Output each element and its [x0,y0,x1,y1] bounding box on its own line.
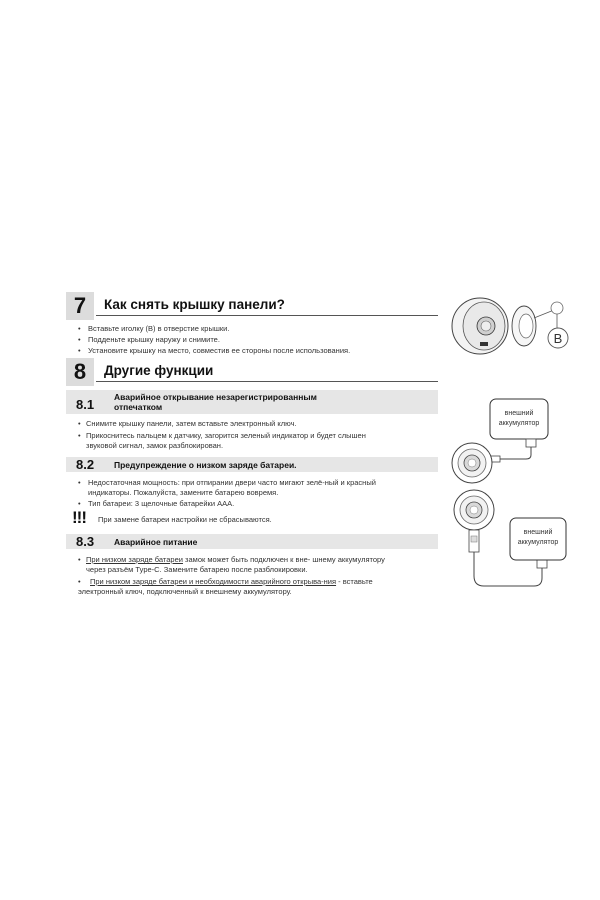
section-8-1-number: 8.1 [76,397,95,412]
external-battery-illustration-top [450,395,560,495]
section-7-bullet-1: Вставьте иголку (В) в отверстие крышки. [88,324,230,333]
section-7-rule [96,315,438,316]
section-8-3-bullet-1-underlined: При низком заряде батареи [86,555,183,564]
section-7-title: Как снять крышку панели? [104,297,285,312]
external-battery-illustration-bottom [448,488,573,598]
battery-top-label-2: аккумулятор [498,420,540,427]
battery-bottom-label-2: аккумулятор [517,539,559,546]
section-8-1-bullet-1: Снимите крышку панели, затем вставьте электронный ключ. [86,419,297,428]
section-8-3-bullet-1-line-1 [86,555,385,565]
battery-top-label-1: внешний [504,410,534,417]
bullet-dot: • [78,335,81,344]
section-8-3-bullet-1-rest: замок может быть подключен к вне- шнему аккумулятору [182,555,385,564]
bullet-dot: • [78,431,81,440]
section-8-3-title: Аварийное питание [114,537,198,547]
bullet-dot: • [78,499,81,508]
section-8-3-bullet-2-rest: - вставьте [336,577,373,586]
section-8-3-bullet-2-underlined: При низком заряде батареи и необходимости аварийного открыва-ния [90,577,337,586]
section-8-2-bullet-1-line-1: Недостаточная мощность: при отпирании двери часто мигают зелё-ный и красный [88,478,376,487]
section-8-1-title-line-2: отпечатком [114,402,163,412]
bullet-dot: • [78,324,81,333]
section-8-1-bullet-2-line-2: звуковой сигнал, замок разблокирован. [86,441,224,450]
section-8-1-title-line-1: Аварийное открывание незарегистрированным [114,392,317,402]
section-8-1-bullet-2-line-1: Прикоснитесь пальцем к датчику, загорится зеленый индикатор и будет слышен [86,431,366,440]
section-8-number: 8 [66,358,94,386]
bullet-dot: • [78,419,81,428]
bullet-dot: • [78,577,81,586]
section-8-title: Другие функции [104,363,214,378]
section-7-number: 7 [66,292,94,320]
section-8-2-warning-text: При замене батареи настройки не сбрасываются. [98,515,272,524]
bullet-dot: • [78,555,81,564]
warning-icon: !!! [72,508,86,527]
section-8-2-number: 8.2 [76,457,95,472]
section-8-3-bullet-2-line-2: электронный ключ, подключенный к внешнему аккумулятору. [78,587,292,596]
bullet-dot: • [78,346,81,355]
section-8-3-bullet-1-line-2: через разъём Type-C. Замените батарею после разблокировки. [86,565,308,574]
section-8-3-bullet-2-line-1 [90,577,373,587]
panel-cover-illustration [446,294,576,358]
section-7-bullet-3: Установите крышку на место, совместив ее стороны после использования. [88,346,351,355]
section-7-bullet-2: Подденьте крышку наружу и снимите. [88,335,220,344]
label-b: B [553,331,563,346]
section-8-rule [96,381,438,382]
section-8-3-number: 8.3 [76,534,95,549]
section-8-2-bullet-1-line-2: индикаторы. Пожалуйста, замените батарею вовремя. [88,488,279,497]
section-8-2-bullet-2: Тип батареи: 3 щелочные батарейки ААА. [88,499,235,508]
battery-bottom-label-1: внешний [523,529,553,536]
section-8-2-title: Предупреждение о низком заряде батареи. [114,460,297,470]
bullet-dot: • [78,478,81,487]
